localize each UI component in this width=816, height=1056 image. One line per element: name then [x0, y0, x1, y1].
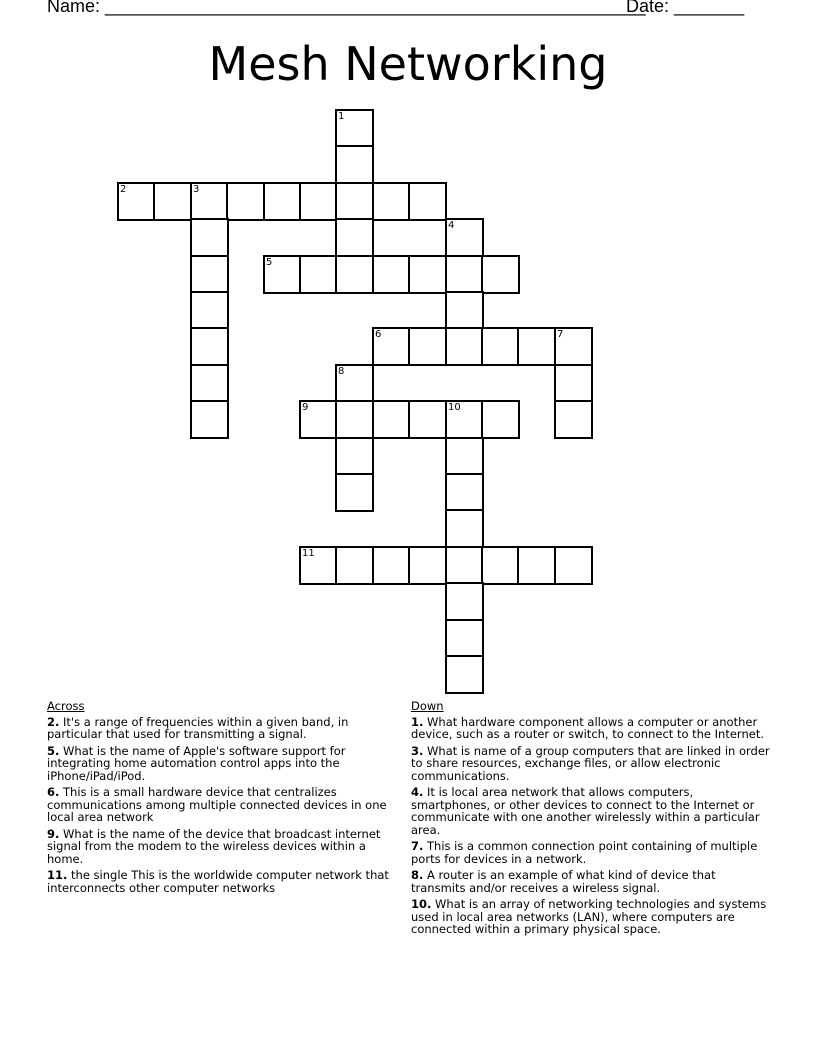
grid-cell[interactable]	[153, 182, 192, 221]
grid-cell[interactable]	[445, 218, 484, 257]
grid-cell[interactable]	[408, 327, 447, 366]
grid-cell[interactable]	[445, 400, 484, 439]
grid-cell[interactable]	[335, 400, 374, 439]
grid-cell[interactable]	[335, 255, 374, 294]
down-clue-8: 8. A router is an example of what kind of device that transmits and/or receives a wireless signal.	[411, 868, 716, 895]
grid-cell[interactable]	[445, 473, 484, 512]
cell-number: 6	[375, 329, 382, 340]
grid-cell[interactable]	[299, 255, 338, 294]
grid-cell[interactable]	[190, 182, 229, 221]
grid-cell[interactable]	[445, 291, 484, 330]
grid-cell[interactable]	[481, 327, 520, 366]
across-clue-9: 9. What is the name of the device that broadcast internet signal from the modem to the wireless devices within a home.	[47, 826, 381, 866]
page-title: Mesh Networking	[208, 37, 608, 91]
down-heading: Down	[411, 699, 444, 713]
across-clue-11: 11. the single This is the worldwide computer network that interconnects other computer networks	[47, 868, 389, 895]
grid-cell[interactable]	[372, 400, 411, 439]
across-clue-6: 6. This is a small hardware device that centralizes communications among multiple connected devices in one local area network	[47, 785, 387, 824]
grid-cell[interactable]	[335, 182, 374, 221]
grid-cell[interactable]	[408, 255, 447, 294]
grid-cell[interactable]	[408, 182, 447, 221]
grid-cell[interactable]	[299, 182, 338, 221]
down-clue-4: 4. It is local area network that allows computers, smartphones, or other devices to connect to the Internet or communicate with one another wirelessly within a particular area.	[411, 785, 760, 837]
grid-cell[interactable]	[190, 291, 229, 330]
grid-cell[interactable]	[226, 182, 265, 221]
grid-cell[interactable]	[445, 619, 484, 658]
cell-number: 9	[302, 402, 309, 413]
name-field-label: Name: ______________________________________________________	[47, 0, 646, 16]
grid-cell[interactable]	[554, 364, 593, 403]
down-clues	[411, 700, 771, 940]
cell-number: 4	[448, 220, 455, 231]
grid-cell[interactable]	[554, 400, 593, 439]
grid-cell[interactable]	[190, 218, 229, 257]
grid-cell[interactable]	[445, 655, 484, 694]
cell-number: 2	[120, 184, 127, 195]
grid-cell[interactable]	[190, 255, 229, 294]
cell-number: 11	[302, 548, 315, 559]
grid-cell[interactable]	[190, 364, 229, 403]
cell-number: 5	[266, 257, 273, 268]
cell-number: 10	[448, 402, 461, 413]
cell-number: 3	[193, 184, 200, 195]
grid-cell[interactable]	[372, 546, 411, 585]
grid-cell[interactable]	[335, 109, 374, 148]
grid-cell[interactable]	[445, 255, 484, 294]
across-clue-5: 5. What is the name of Apple's software support for integrating home automation control apps into the iPhone/iPad/iPod.	[47, 743, 346, 783]
down-clue-1: 1. What hardware component allows a computer or another device, such as a router or switch, to connect to the Internet.	[411, 714, 764, 741]
grid-cell[interactable]	[445, 327, 484, 366]
grid-cell[interactable]	[517, 546, 556, 585]
across-clue-2: 2. It's a range of frequencies within a given band, in particular that used for transmitting a signal.	[47, 714, 349, 741]
grid-cell[interactable]	[190, 327, 229, 366]
grid-cell[interactable]	[554, 327, 593, 366]
grid-cell[interactable]	[299, 546, 338, 585]
down-clue-7: 7. This is a common connection point containing of multiple ports for devices in a network.	[411, 839, 758, 866]
grid-cell[interactable]	[335, 145, 374, 184]
grid-cell[interactable]	[445, 582, 484, 621]
grid-cell[interactable]	[190, 400, 229, 439]
grid-cell[interactable]	[263, 255, 302, 294]
grid-cell[interactable]	[517, 327, 556, 366]
grid-cell[interactable]	[335, 546, 374, 585]
grid-cell[interactable]	[445, 437, 484, 476]
cell-number: 7	[557, 329, 564, 340]
cell-number: 8	[338, 366, 345, 377]
grid-cell[interactable]	[117, 182, 156, 221]
across-clues	[47, 700, 392, 898]
grid-cell[interactable]	[263, 182, 302, 221]
grid-cell[interactable]	[335, 364, 374, 403]
grid-cell[interactable]	[445, 509, 484, 548]
grid-cell[interactable]	[372, 255, 411, 294]
grid-cell[interactable]	[335, 473, 374, 512]
grid-cell[interactable]	[408, 400, 447, 439]
grid-cell[interactable]	[335, 218, 374, 257]
grid-cell[interactable]	[445, 546, 484, 585]
grid-cell[interactable]	[554, 546, 593, 585]
across-heading: Across	[47, 699, 85, 713]
grid-cell[interactable]	[408, 546, 447, 585]
down-clue-3: 3. What is name of a group computers that are linked in order to share resources, exchange files, or allow electronic communications.	[411, 743, 770, 783]
grid-cell[interactable]	[335, 437, 374, 476]
grid-cell[interactable]	[481, 255, 520, 294]
date-field-label: Date: _______	[626, 0, 745, 16]
grid-cell[interactable]	[372, 182, 411, 221]
down-clue-10: 10. What is an array of networking technologies and systems used in local area networks (LAN), where computers are connected within a primary physical space.	[411, 897, 767, 936]
grid-cell[interactable]	[299, 400, 338, 439]
cell-number: 1	[338, 111, 345, 122]
grid-cell[interactable]	[481, 400, 520, 439]
grid-cell[interactable]	[481, 546, 520, 585]
grid-cell[interactable]	[372, 327, 411, 366]
